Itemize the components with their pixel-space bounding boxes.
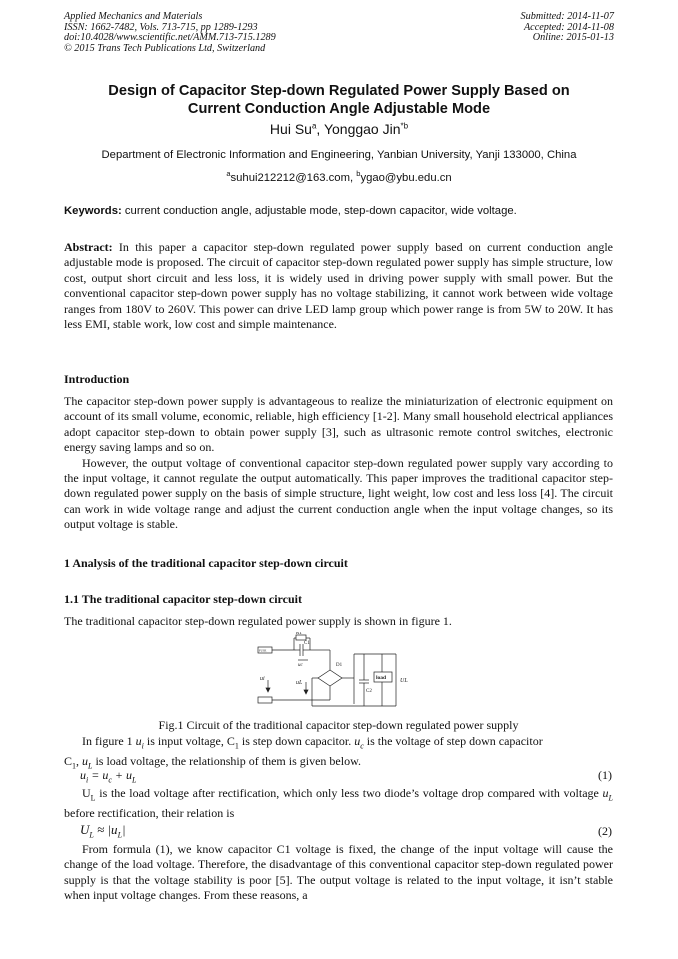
section-1-heading: 1 Analysis of the traditional capacitor step-down circuit	[64, 556, 348, 570]
text-span: is the load voltage after rectification, which only less two diode’s voltage drop compared with voltage	[95, 786, 603, 800]
journal-issn: ISSN: 1662-7482, Vols. 713-715, pp 1289-1293	[64, 21, 258, 33]
intro-paragraph-2: However, the output voltage of conventional capacitor step-down regulated power supply vary according to the input voltage, it cannot regulate the output automatically. This paper improves the traditional capacitor step-down regulated power supply on the basis of simple structure, light weight, low cost and less loss [4]. The circuit can work in wide voltage range and adjust the current conduction angle when the input voltage changes, so its output voltage is stable.	[64, 455, 613, 532]
equation-2	[80, 822, 126, 840]
authors	[40, 121, 638, 137]
journal-header-left	[64, 12, 276, 54]
ul-explanation	[64, 786, 613, 821]
author-emails	[40, 169, 638, 184]
intro-body	[64, 394, 613, 533]
label-c1: C1	[304, 641, 310, 646]
equation-1	[80, 768, 136, 784]
affiliation: Department of Electronic Information and Engineering, Yanbian University, Yanji 133000, China	[101, 149, 577, 161]
author-1-sup: a	[311, 121, 317, 131]
circuit-diagram	[256, 632, 426, 710]
var-ul-sub: L	[88, 761, 93, 771]
title-line-2: Current Conduction Angle Adjustable Mode	[187, 101, 491, 117]
journal-name: Applied Mechanics and Materials	[64, 11, 203, 22]
final-paragraph-text: From formula (1), we know capacitor C1 voltage is fixed, the change of the input voltage will cause the change of the load voltage. Therefore, the disadvantage of this conventional capacitor step-down regulated power supply is that the voltage stability is poor [5]. The output voltage is related to the input voltage, it isn’t stable when input voltage changes. From these reasons, a	[64, 842, 613, 903]
journal-copyright: © 2015 Trans Tech Publications Ltd, Switzerland	[64, 42, 266, 54]
var-uc-sub: c	[360, 741, 364, 751]
var-c1-sub-2: 1	[72, 761, 77, 771]
journal-header-right	[521, 12, 614, 44]
abstract-label: Abstract:	[64, 240, 113, 254]
submitted-date: Submitted: 2014-11-07	[520, 11, 614, 22]
bridge-rectifier	[318, 670, 342, 686]
eq2-lhs-sub: L	[89, 830, 94, 840]
eq1-lhs: u	[80, 768, 86, 782]
label-ui: ui	[260, 676, 265, 682]
title-line-1: Design of Capacitor Step-down Regulated Power Supply Based on	[108, 83, 570, 99]
fig-explanation	[64, 734, 613, 774]
eq2-lhs: U	[80, 822, 90, 837]
email-2-sup: b	[356, 169, 361, 178]
equation-1-number: (1)	[598, 768, 612, 782]
var-uc: u	[354, 734, 361, 748]
var-ui: u	[135, 734, 142, 748]
var-ui-sub: i	[141, 741, 144, 751]
abstract-text: In this paper a capacitor step-down regulated power supply based on current conduction angle adjustable mode is proposed. The circuit of capacitor step-down regulated power supply has simple structure, low cost, output short circuit and less loss, it is widely used in driving power supply with small power. But the conventional capacitor step-down power supply has no voltage stabilizing, it cannot work between wide voltage ranges from 180V to 260V. This power can drive LED lamp group which power range is from 5W to 20W. It has less EMI, stable work, low cost and simple maintenance.	[64, 240, 613, 332]
eq2-mid: ≈ |u	[93, 822, 118, 837]
input-terminal-bottom	[258, 697, 272, 703]
label-load: load	[376, 675, 387, 681]
text-span: ,	[76, 753, 83, 768]
keywords-text: current conduction angle, adjustable mode, step-down capacitor, wide voltage.	[121, 205, 517, 217]
var-ul: u	[82, 753, 89, 768]
eq1-mid: = u	[88, 768, 109, 782]
text-span: is step down capacitor.	[238, 734, 355, 748]
abstract	[64, 240, 613, 332]
section-1-1-paragraph: The traditional capacitor step-down regulated power supply is shown in figure 1.	[64, 614, 452, 628]
text-span: is load voltage, the relationship of them is given below.	[92, 753, 361, 768]
text-span: In figure 1	[82, 734, 136, 748]
equation-2-number: (2)	[598, 824, 612, 838]
eq1-lhs-sub: i	[86, 775, 89, 785]
paper-title	[40, 82, 638, 118]
email-2: ygao@ybu.edu.cn	[360, 171, 452, 184]
eq2-mid-sub: L	[117, 830, 123, 840]
figure-caption: Fig.1 Circuit of the traditional capacitor step-down regulated power supply	[158, 718, 519, 732]
eq1-rhs: + u	[111, 768, 133, 782]
author-1: Hui Su	[269, 121, 312, 137]
label-ul-small: uL	[296, 680, 303, 686]
final-paragraph	[64, 842, 613, 904]
var-ul-2-sub: L	[608, 793, 613, 803]
author-2-sup: *b	[400, 121, 409, 131]
text-span: is the voltage of step down capacitor	[363, 734, 543, 748]
keywords	[64, 205, 624, 217]
label-r1: R1	[296, 632, 302, 636]
section-1-1-heading: 1.1 The traditional capacitor step-down circuit	[64, 592, 302, 606]
email-1: suhui212212@163.com,	[230, 171, 357, 184]
author-separator: ,	[316, 121, 324, 137]
label-fuse: FUSE	[259, 648, 267, 653]
label-d1: D1	[336, 663, 343, 668]
eq1-rhs-sub: L	[132, 775, 137, 785]
label-UL: UL	[400, 678, 408, 684]
text-span: U	[82, 786, 91, 800]
eq2-end: |	[122, 822, 126, 837]
intro-heading: Introduction	[64, 372, 130, 386]
var-UL-sub: L	[90, 793, 96, 803]
text-span: is input voltage, C	[143, 734, 235, 748]
author-2: Yonggao Jin	[323, 121, 401, 137]
keywords-label: Keywords:	[64, 205, 122, 217]
text-span: before rectification, their relation is	[64, 805, 235, 820]
eq1-mid-sub: c	[108, 775, 112, 785]
email-1-sup: a	[226, 169, 231, 178]
online-date: Online: 2015-01-13	[532, 32, 614, 44]
label-c2: C2	[366, 689, 372, 694]
var-ul-2: u	[602, 786, 609, 800]
var-c1-sub: 1	[234, 741, 239, 751]
text-span: C	[64, 753, 73, 768]
label-uc: uc	[298, 663, 303, 668]
intro-paragraph-1: The capacitor step-down power supply is advantageous to realize the miniaturization of electronic equipment on account of its small volume, economic, reliable, high efficiency [1-2]. Many small household electrical appliances adopt capacitor step-down to obtain power supply [3], such as ultrasonic remote control switches, electronic energy saving lamps and so on.	[64, 394, 613, 455]
accepted-date: Accepted: 2014-11-08	[523, 21, 614, 33]
journal-doi: doi:10.4028/www.scientific.net/AMM.713-715.1289	[64, 32, 276, 44]
